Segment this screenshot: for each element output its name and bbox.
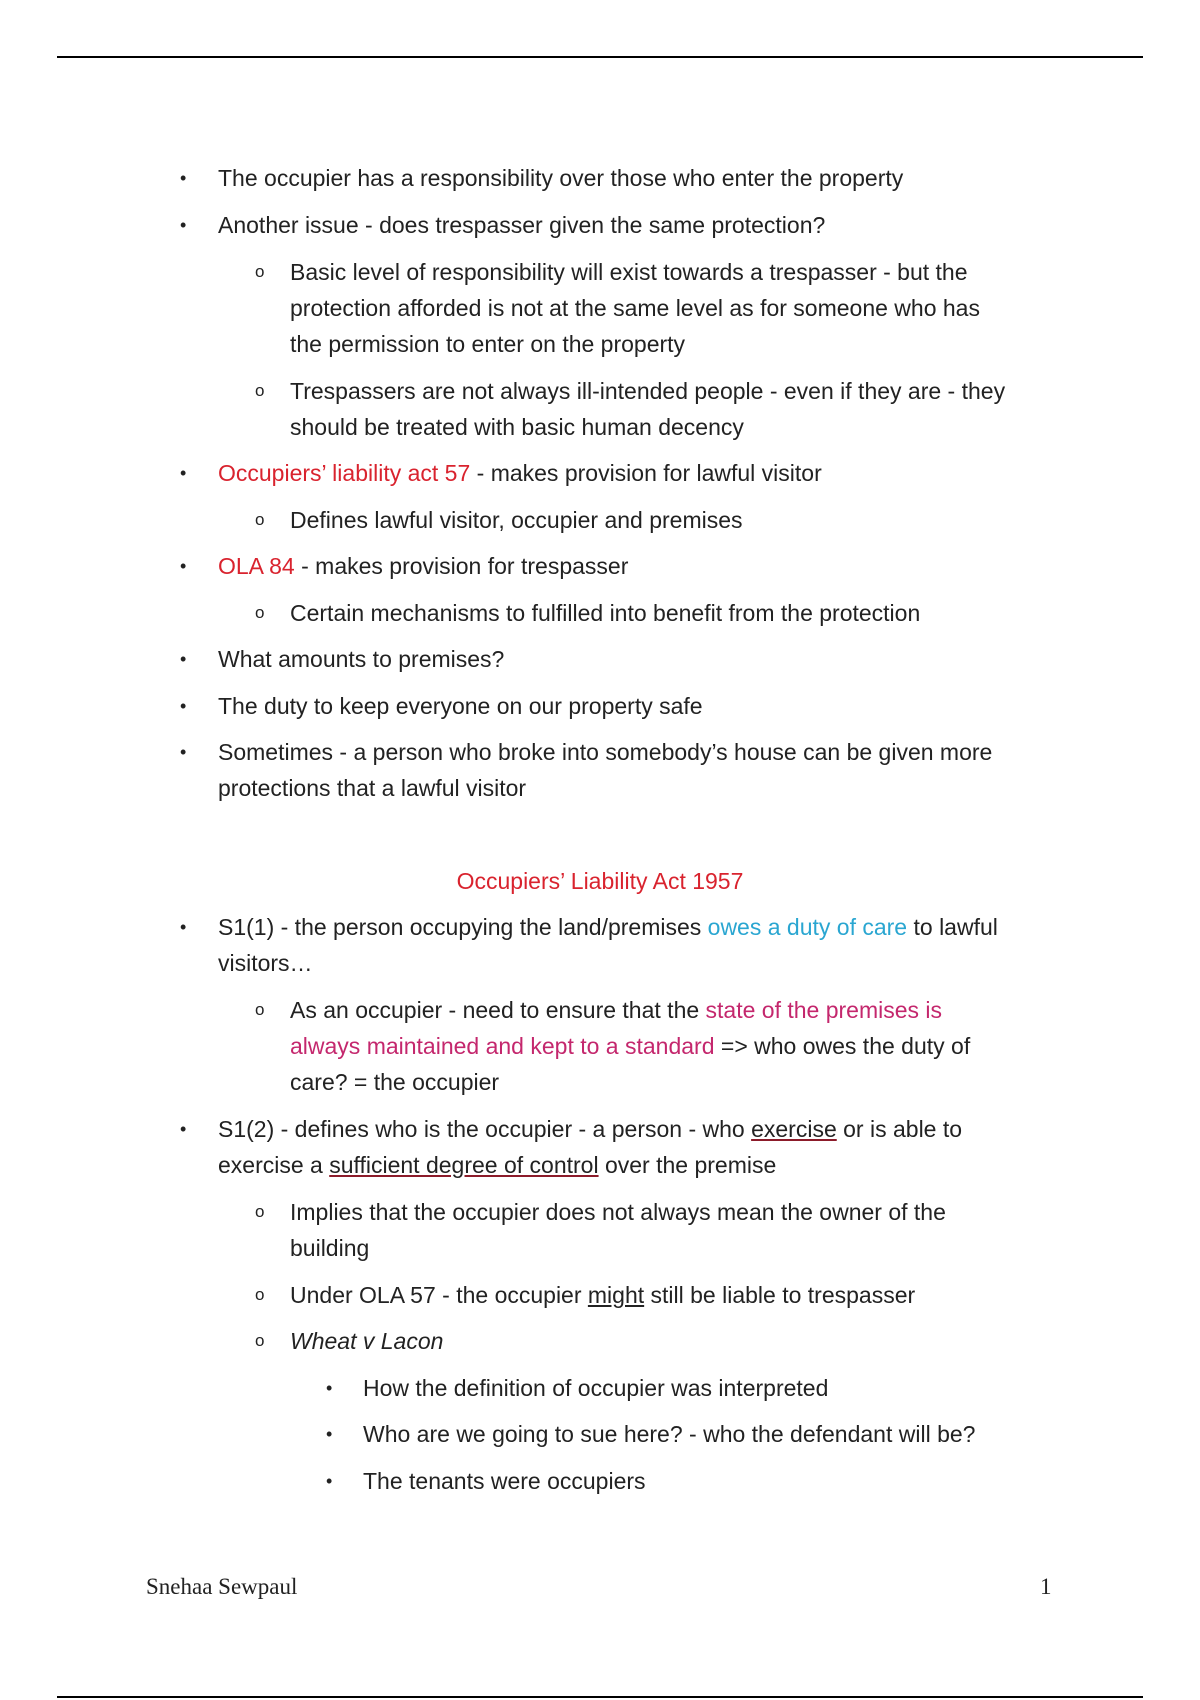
s11-text: S1(1) - the person occupying the land/premises [218, 914, 708, 940]
item-text: What amounts to premises? [218, 646, 505, 672]
sub-text: As an occupier - need to ensure that the [290, 997, 706, 1023]
item-text: Defines lawful visitor, occupier and premises [290, 507, 743, 533]
s12-text: or is able to [836, 1116, 963, 1142]
item-text: Certain mechanisms to fulfilled into benefit from the protection [290, 600, 921, 626]
sub-bullet-icon: o [255, 381, 265, 400]
sub-bullet-icon: o [255, 1000, 265, 1019]
sub-bullet-icon: o [255, 1331, 265, 1350]
item-text: protections that a lawful visitor [218, 775, 527, 801]
footer-page-number: 1 [1040, 1574, 1052, 1599]
item-text [290, 992, 942, 1028]
s12-text: exercise a [218, 1152, 330, 1178]
item-text: the permission to enter on the property [290, 331, 686, 357]
item-text: The tenants were occupiers [363, 1468, 646, 1494]
sub-bullet-icon: o [255, 1202, 265, 1221]
case-name: Wheat v Lacon [290, 1328, 444, 1354]
sub-text: still be liable to trespasser [644, 1282, 916, 1308]
item-text [290, 1028, 970, 1064]
s11-highlight: owes a duty of care [707, 914, 908, 940]
item-text: visitors… [218, 950, 313, 976]
bullet-icon: • [180, 168, 187, 188]
item-text [218, 548, 628, 584]
s12-text: S1(2) - defines who is the occupier - a person - who [218, 1116, 752, 1142]
item-text: Who are we going to sue here? - who the defendant will be? [363, 1421, 976, 1447]
item-text: building [290, 1235, 370, 1261]
item-text: Sometimes - a person who broke into somebody’s house can be given more [218, 739, 993, 765]
s12-text: over the premise [598, 1152, 777, 1178]
item-text: Trespassers are not always ill-intended people - even if they are - they [290, 378, 1006, 404]
bullet-icon: • [326, 1378, 333, 1398]
item-text: Basic level of responsibility will exist towards a trespasser - but the [290, 259, 968, 285]
sub-bullet-icon: o [255, 603, 265, 622]
item-text: should be treated with basic human decency [290, 414, 744, 440]
sub-text: Under OLA 57 - the occupier [290, 1282, 588, 1308]
bullet-icon: • [180, 649, 187, 669]
item-text: The occupier has a responsibility over those who enter the property [218, 165, 904, 191]
top-rule [57, 56, 1143, 58]
item-text [218, 1147, 776, 1183]
item-text: care? = the occupier [290, 1069, 500, 1095]
bullet-icon: • [180, 556, 187, 576]
bullet-icon: • [180, 917, 187, 937]
item-text [218, 455, 822, 491]
act-desc: - makes provision for trespasser [294, 553, 629, 579]
sub-underlined: might [587, 1282, 645, 1308]
bullet-icon: • [180, 696, 187, 716]
sub-highlight: always maintained and kept to a standard [290, 1033, 715, 1059]
bullet-icon: • [180, 1119, 187, 1139]
bullet-icon: • [180, 215, 187, 235]
bullet-icon: • [180, 742, 187, 762]
s12-underlined: exercise [751, 1116, 837, 1142]
bullet-icon: • [326, 1424, 333, 1444]
item-text: The duty to keep everyone on our property safe [218, 693, 703, 719]
item-text: Implies that the occupier does not always mean the owner of the [290, 1199, 946, 1225]
s11-text-end: to lawful [907, 914, 998, 940]
item-text: protection afforded is not at the same level as for someone who has [290, 295, 980, 321]
section-heading: Occupiers’ Liability Act 1957 [456, 868, 744, 894]
sub-bullet-icon: o [255, 262, 265, 281]
item-text: Another issue - does trespasser given the same protection? [218, 212, 826, 238]
s12-underlined: sufficient degree of control [329, 1152, 599, 1178]
item-text [218, 909, 998, 945]
sub-bullet-icon: o [255, 1285, 265, 1304]
act-name: Occupiers’ liability act 57 [218, 460, 471, 486]
sub-bullet-icon: o [255, 510, 265, 529]
footer-author: Snehaa Sewpaul [146, 1574, 298, 1599]
item-text [218, 1111, 962, 1147]
sub-text: => who owes the duty of [714, 1033, 971, 1059]
bullet-icon: • [180, 463, 187, 483]
bullet-icon: • [326, 1471, 333, 1491]
sub-highlight: state of the premises is [705, 997, 943, 1023]
act-desc: - makes provision for lawful visitor [470, 460, 822, 486]
item-text: How the definition of occupier was interpreted [363, 1375, 829, 1401]
item-text [290, 1277, 915, 1313]
act-name: OLA 84 [218, 553, 295, 579]
bottom-rule [57, 1696, 1143, 1698]
